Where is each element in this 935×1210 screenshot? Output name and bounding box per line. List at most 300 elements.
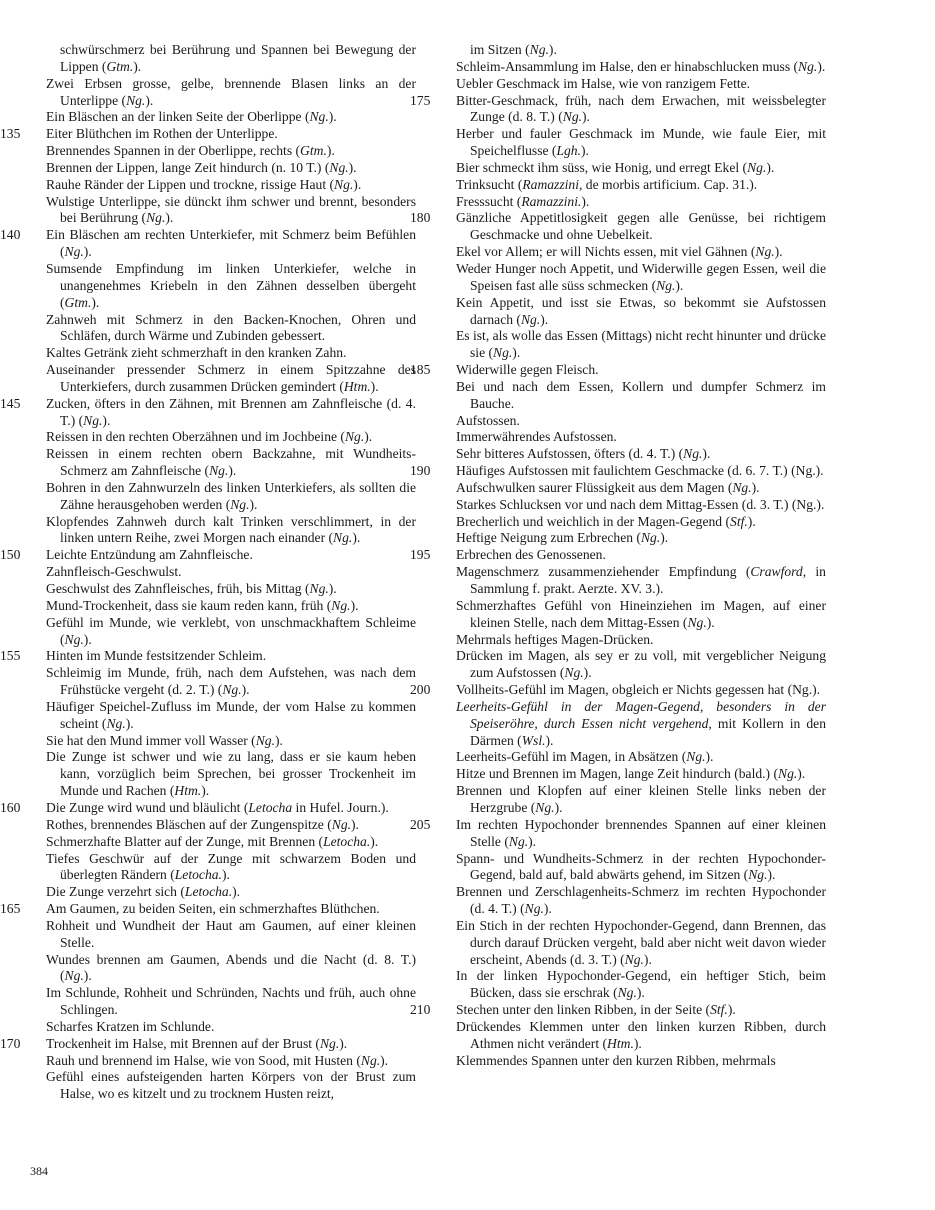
entry-text: ). <box>83 968 92 984</box>
entry-text-italic: Wsl. <box>521 732 546 748</box>
entry-text-italic: Letocha. <box>174 867 222 883</box>
entry-number: 150 <box>0 547 21 563</box>
entry-text: Rothes, brennendes Bläschen auf der Zungenspitze ( <box>46 816 332 832</box>
entry-text-italic: Ng. <box>255 732 275 748</box>
symptom-entry <box>30 480 416 514</box>
entry-number: 140 <box>0 227 21 243</box>
entry-text-italic: Htm. <box>174 783 202 799</box>
symptom-entry <box>30 952 416 986</box>
entry-text: Kaltes Getränk zieht schmerzhaft in den kranken Zahn. <box>46 345 347 361</box>
symptom-entry <box>30 564 416 581</box>
entry-text: ). <box>125 715 134 731</box>
entry-text: ). <box>91 294 100 310</box>
entry-text: Zucken, öfters in den Zähnen, mit Brennen am Zahnfleische (d. 4. T.) ( <box>46 395 416 428</box>
entry-text-italic: Ng. <box>564 665 584 681</box>
symptom-entry <box>440 126 826 160</box>
entry-text: Bei und nach dem Essen, Kollern und dumpfer Schmerz im Bauche. <box>456 378 826 411</box>
symptom-entry <box>30 749 416 800</box>
symptom-entry <box>410 92 826 127</box>
entry-text: Sumsende Empfindung im linken Unterkiefer, welche in unangenehmes Kriebeln in den Zähnen desselben übergeht ( <box>46 260 416 310</box>
symptom-entry <box>410 463 826 480</box>
entry-text: Scharfes Kratzen im Schlunde. <box>46 1018 215 1034</box>
entry-text-italic: Gtm. <box>64 294 92 310</box>
entry-text: Reissen in den rechten Oberzähnen und im Jochbeine ( <box>46 429 345 445</box>
entry-text: ). <box>352 530 361 546</box>
entry-text: Drückendes Klemmen unter den linken kurzen Ribben, durch Athmen nicht verändert ( <box>456 1018 826 1051</box>
entry-text: In der linken Hypochonder-Gegend, ein heftiger Stich, beim Bücken, dass sie erschrak ( <box>456 968 826 1001</box>
entry-text: ). <box>165 210 174 226</box>
entry-text-italic: Letocha <box>248 799 293 815</box>
entry-text: Ekel vor Allem; er will Nichts essen, mit viel Gähnen ( <box>456 244 756 260</box>
entry-number: 190 <box>410 463 431 479</box>
entry-text-italic: Crawford, <box>750 564 807 580</box>
entry-text: ). <box>348 159 357 175</box>
symptom-entry <box>30 985 416 1019</box>
entry-text: Spann- und Wundheits-Schmerz in der rechten Hypochonder-Gegend, bald auf, bald abwärts gehend, im Sitzen ( <box>456 850 826 883</box>
entry-text: ). <box>228 463 237 479</box>
entry-text: Schleim-Ansammlung im Halse, den er hinabschlucken muss ( <box>456 58 799 74</box>
entry-text: Wundes brennen am Gaumen, Abends und die Nacht (d. 8. T.) ( <box>46 951 416 984</box>
symptom-entry <box>30 42 416 76</box>
entry-text: ). <box>370 378 379 394</box>
entry-text-italic: Ng. <box>344 429 365 445</box>
entry-text-italic: Gtm. <box>106 58 134 74</box>
entry-text-italic: Ng. <box>524 901 544 917</box>
entry-text: ). <box>636 985 645 1001</box>
entry-text: Starkes Schlucksen vor und nach dem Mittag-Essen (d. 3. T.) (Ng.). <box>456 496 825 512</box>
symptom-entry <box>30 884 416 901</box>
entry-text: Gefühl eines aufsteigenden harten Körpers von der Brust zum Halse, wo es kitzelt und zu trocknem Husten reizt, <box>46 1069 416 1102</box>
entry-text: de morbis artificium. Cap. 31.). <box>582 176 758 192</box>
symptom-entry <box>440 514 826 531</box>
entry-text: Mund-Trockenheit, dass sie kaum reden kann, früh ( <box>46 597 332 613</box>
entry-text: ). <box>102 412 111 428</box>
entry-text: Klopfendes Zahnweh durch kalt Trinken verschlimmert, in der linken untern Reihe, zwei Morgen nach einander ( <box>46 513 416 546</box>
symptom-entry <box>440 497 826 514</box>
symptom-entry <box>30 76 416 110</box>
symptom-entry <box>410 362 826 379</box>
symptom-entry <box>440 968 826 1002</box>
symptom-entry <box>440 699 826 750</box>
entry-text: ). <box>675 277 684 293</box>
entry-text: Tiefes Geschwür auf der Zunge mit schwarzem Boden und überlegten Rändern ( <box>46 850 416 883</box>
entry-text: Brecherlich und weichlich in der Magen-Gegend ( <box>456 513 731 529</box>
entry-text: ). <box>528 833 537 849</box>
entry-text: ). <box>548 42 557 57</box>
symptom-entry <box>440 918 826 969</box>
entry-text-italic: Htm. <box>607 1035 634 1051</box>
entry-text: ). <box>581 143 589 159</box>
entry-text-italic: Ng. <box>798 58 818 74</box>
symptom-entry <box>440 480 826 497</box>
entry-text: ). <box>370 833 379 849</box>
entry-text: ). <box>774 244 783 260</box>
entry-text-italic: Lgh. <box>556 143 582 159</box>
entry-text: ). <box>583 665 592 681</box>
entry-text: ). <box>751 479 760 495</box>
entry-text: ). <box>581 193 590 209</box>
symptom-entry <box>30 261 416 312</box>
entry-text: ). <box>727 1002 736 1018</box>
entry-text: ). <box>328 581 337 596</box>
symptom-entry <box>440 446 826 463</box>
entry-text: ). <box>767 867 776 883</box>
left-column <box>0 42 416 1103</box>
entry-text: ). <box>364 429 373 445</box>
symptom-entry <box>30 514 416 548</box>
entry-text: Geschwulst des Zahnfleisches, früh, bis Mittag ( <box>46 581 310 596</box>
symptom-entry <box>410 682 826 699</box>
entry-text: Ein Stich in der rechten Hypochonder-Gegend, dann Brennen, das durch darauf Drücken vergeht, bald aber nicht weit davon wieder erscheint, Abends (d. 3. T.) ( <box>456 917 826 967</box>
symptom-entry <box>440 429 826 446</box>
entry-text: Stechen unter den linken Ribben, in der Seite ( <box>456 1002 711 1018</box>
entry-text: ). <box>241 682 250 698</box>
entry-text: , mit Kollern in den Därmen ( <box>470 715 826 748</box>
entry-text: ). <box>326 143 335 159</box>
symptom-entry <box>440 413 826 430</box>
entry-number: 205 <box>410 816 431 832</box>
entry-text-italic: Ng. <box>106 715 126 731</box>
entry-text-italic: Ng. <box>656 277 676 293</box>
right-column <box>410 42 826 1069</box>
entry-text-italic: Ng. <box>747 159 767 175</box>
symptom-entry <box>30 598 416 615</box>
entry-text-italic: Ng. <box>64 244 84 260</box>
entry-text-italic: Ng. <box>333 530 353 546</box>
entry-text-italic: Ng. <box>520 311 541 327</box>
entry-text: Häufiger Speichel-Zufluss im Munde, der vom Halse zu kommen scheint ( <box>46 698 416 731</box>
entry-text: ). <box>543 901 552 917</box>
entry-text: ). <box>380 1052 389 1068</box>
entry-text: Hitze und Brennen im Magen, lange Zeit hindurch (bald.) ( <box>456 766 778 782</box>
entry-text: Sie hat den Mund immer voll Wasser ( <box>46 732 256 748</box>
entry-text-italic: Ng. <box>640 530 661 546</box>
symptom-entry <box>440 177 826 194</box>
entry-text: Bitter-Geschmack, früh, nach dem Erwachen, mit weissbelegter Zunge (d. 8. T.) ( <box>456 92 826 125</box>
entry-text-italic: Ng. <box>83 412 103 428</box>
entry-text: ). <box>540 311 549 327</box>
symptom-entry <box>0 227 416 261</box>
entry-text: ). <box>145 92 154 108</box>
symptom-entry <box>30 345 416 362</box>
entry-number: 185 <box>410 362 431 378</box>
entry-text-italic: Ng. <box>617 985 637 1001</box>
symptom-entry <box>440 261 826 295</box>
entry-text-italic: Ng. <box>508 833 529 849</box>
entry-text: Brennen der Lippen, lange Zeit hindurch (n. 10 T.) ( <box>46 159 330 175</box>
symptom-entry <box>440 632 826 649</box>
entry-text: Brennen und Zerschlagenheits-Schmerz im rechten Hypochonder (d. 4. T.) ( <box>456 884 826 917</box>
entry-text: Die Zunge ist schwer und wie zu lang, dass er sie kaum heben kann, vorzüglich beim Sprechen, bei grosser Trockenheit im Munde und Rachen ( <box>46 749 416 799</box>
entry-number: 180 <box>410 210 431 226</box>
entry-text-italic: Ng. <box>529 42 549 57</box>
entry-number: 165 <box>0 901 21 917</box>
entry-text: ). <box>705 749 714 765</box>
entry-text-italic: Ng. <box>687 614 707 630</box>
entry-text: Zwei Erbsen grosse, gelbe, brennende Blasen links an der Unterlippe ( <box>46 75 416 108</box>
symptom-entry <box>30 362 416 396</box>
entry-text-italic: Ng. <box>126 92 146 108</box>
symptom-entry <box>30 194 416 228</box>
entry-text: Immerwährendes Aufstossen. <box>456 429 617 445</box>
entry-text: Kein Appetit, und isst sie Etwas, so bekommt sie Aufstossen darnach ( <box>456 294 826 327</box>
entry-text-italic: Ng. <box>732 479 752 495</box>
entry-text: ). <box>221 867 230 883</box>
entry-text-italic: Ng. <box>309 581 329 596</box>
entry-text: Aufstossen. <box>456 412 520 428</box>
entry-number: 160 <box>0 799 21 815</box>
entry-text: Aufschwulken saurer Flüssigkeit aus dem Magen ( <box>456 479 733 495</box>
symptom-entry <box>30 1019 416 1036</box>
entry-number: 135 <box>0 126 21 142</box>
entry-text-italic: Ramazzini. <box>521 193 582 209</box>
symptom-entry <box>0 799 416 817</box>
symptom-entry <box>440 851 826 885</box>
entry-number: 155 <box>0 648 21 664</box>
symptom-entry <box>440 783 826 817</box>
entry-text: Schmerzhaftes Gefühl von Hineinziehen im Magen, auf einer kleinen Stelle, nach dem Mittag-Essen ( <box>456 597 826 630</box>
symptom-entry <box>30 834 416 851</box>
entry-text: Im rechten Hypochonder brennendes Spannen auf einer kleinen Stelle ( <box>456 816 826 849</box>
entry-text-italic: Ng. <box>562 109 583 125</box>
symptom-entry <box>410 547 826 564</box>
symptom-entry <box>440 564 826 598</box>
symptom-entry <box>30 581 416 598</box>
entry-text: Reissen in einem rechten obern Backzahne, mit Wundheits-Schmerz am Zahnfleische ( <box>46 446 416 479</box>
entry-text: Trockenheit im Halse, mit Brennen auf der Brust ( <box>46 1035 320 1051</box>
entry-text-italic: Ng. <box>222 682 242 698</box>
entry-text-italic: Ng. <box>683 446 703 462</box>
entry-text-italic: Ng. <box>493 345 513 361</box>
entry-text: ). <box>232 884 241 900</box>
entry-text: Die Zunge wird wund und bläulicht ( <box>46 799 249 815</box>
entry-text: Vollheits-Gefühl im Magen, obgleich er Nichts gegessen hat (Ng.). <box>456 682 821 698</box>
entry-text: Ein Bläschen am rechten Unterkiefer, mit Schmerz beim Befühlen ( <box>46 227 416 260</box>
entry-text: Auseinander pressender Schmerz in einem Spitzzahne des Unterkiefers, durch zusammen Drücken gemindert ( <box>46 362 416 394</box>
symptom-entry <box>30 615 416 649</box>
entry-text: ). <box>747 513 756 529</box>
entry-text: ). <box>353 176 362 192</box>
entry-text-italic: Letocha. <box>184 884 233 900</box>
entry-text: ). <box>350 597 359 613</box>
entry-text: Widerwille gegen Fleisch. <box>456 362 599 378</box>
entry-text: Bohren in den Zahnwurzeln des linken Unterkiefers, als sollten die Zähne herausgehoben werden ( <box>46 479 416 512</box>
symptom-entry <box>30 918 416 952</box>
entry-text-italic: Ng. <box>329 159 349 175</box>
entry-text: ). <box>201 783 210 799</box>
entry-text: ). <box>817 58 826 74</box>
entry-text: Ein Bläschen an der linken Seite der Oberlippe ( <box>46 109 310 125</box>
entry-text: Erbrechen des Genossenen. <box>456 547 606 563</box>
symptom-entry <box>0 1035 416 1053</box>
entry-text-italic: Ng. <box>319 1035 340 1051</box>
entry-text-italic: Ng. <box>209 463 229 479</box>
symptom-entry <box>440 766 826 783</box>
entry-text: Fresssucht ( <box>456 193 522 209</box>
entry-text-italic: Htm. <box>343 378 371 394</box>
entry-text: ). <box>582 109 590 125</box>
entry-text-italic: Ramazzini, <box>522 176 583 192</box>
symptom-entry <box>440 1053 826 1070</box>
entry-text: ). <box>643 951 652 967</box>
entry-text: Die Zunge verzehrt sich ( <box>46 884 185 900</box>
symptom-entry <box>440 328 826 362</box>
symptom-entry <box>30 177 416 194</box>
symptom-entry <box>440 194 826 211</box>
entry-text: Leerheits-Gefühl im Magen, in Absätzen ( <box>456 749 687 765</box>
entry-text: Zahnfleisch-Geschwulst. <box>46 564 182 580</box>
entry-text: ). <box>83 244 92 260</box>
entry-text: ). <box>133 58 142 74</box>
entry-text-italic: Ng. <box>331 597 351 613</box>
entry-text: Rohheit und Wundheit der Haut am Gaumen, auf einer kleinen Stelle. <box>46 917 416 950</box>
entry-text: Weder Hunger noch Appetit, und Widerwille gegen Essen, weil die Speisen fast alle süss schmecken ( <box>456 260 826 293</box>
symptom-entry <box>0 901 416 918</box>
entry-text: Uebler Geschmack im Halse, wie von ranzigem Fette. <box>456 75 751 91</box>
entry-text-italic: Stf. <box>730 513 748 529</box>
symptom-entry <box>410 816 826 851</box>
entry-text: Häufiges Aufstossen mit faulichtem Geschmacke (d. 6. 7. T.) (Ng.). <box>456 463 824 479</box>
entry-text-italic: Leerheits-Gefühl in der Magen-Gegend, besonders in der Speiseröhre, durch Essen nicht vergehend <box>456 698 826 731</box>
entry-number: 210 <box>410 1002 431 1018</box>
entry-text: ). <box>660 530 669 546</box>
symptom-entry <box>440 648 826 682</box>
symptom-entry <box>410 1002 826 1019</box>
entry-text: Gefühl im Munde, wie verklebt, von unschmackhaftem Schleime ( <box>46 614 416 647</box>
symptom-entry <box>440 295 826 329</box>
entry-text-italic: Ng. <box>748 867 768 883</box>
entry-text: Bier schmeckt ihm süss, wie Honig, und erregt Ekel ( <box>456 159 748 175</box>
entry-number: 200 <box>410 682 431 698</box>
entry-text: ). <box>339 1035 348 1051</box>
entry-text: Magenschmerz zusammenziehender Empfindung ( <box>456 564 751 580</box>
entry-text-italic: Ng. <box>146 210 166 226</box>
entry-text: Schmerzhafte Blatter auf der Zunge, mit Brennen ( <box>46 833 324 849</box>
entry-number: 175 <box>410 92 431 108</box>
symptom-entry <box>410 210 826 244</box>
symptom-entry <box>0 395 416 430</box>
entry-text-italic: Ng. <box>360 1052 381 1068</box>
entry-text-italic: Ng. <box>64 968 84 984</box>
entry-text: Sehr bitteres Aufstossen, öfters (d. 4. T.) ( <box>456 446 684 462</box>
entry-text: Trinksucht ( <box>456 176 523 192</box>
entry-text: Rauhe Ränder der Lippen und trockne, rissige Haut ( <box>46 176 335 192</box>
symptom-entry <box>440 76 826 93</box>
symptom-entry <box>30 817 416 834</box>
symptom-entry <box>30 429 416 446</box>
entry-number: 145 <box>0 395 21 411</box>
entry-text: ). <box>633 1035 642 1051</box>
entry-text: im Sitzen ( <box>470 42 530 57</box>
entry-text: Leichte Entzündung am Zahnfleische. <box>46 547 253 563</box>
symptom-entry <box>30 733 416 750</box>
entry-text: Wulstige Unterlippe, sie dünckt ihm schwer und brennt, besonders bei Berührung ( <box>46 193 416 226</box>
entry-text: ). <box>351 816 359 832</box>
symptom-entry <box>440 244 826 261</box>
symptom-entry <box>30 1069 416 1103</box>
entry-text: in Hufel. Journ.). <box>292 799 389 815</box>
symptom-entry <box>30 1053 416 1070</box>
entry-text: in Sammlung f. prakt. Aerzte. XV. 3.). <box>470 564 826 596</box>
entry-text: ). <box>328 109 337 125</box>
entry-text-italic: Stf. <box>710 1002 728 1018</box>
entry-text-italic: Ng. <box>778 766 798 782</box>
entry-text: ). <box>766 159 775 175</box>
entry-text-italic: Ng. <box>331 816 352 832</box>
symptom-entry <box>440 42 826 59</box>
entry-text: Gänzliche Appetitlosigkeit gegen alle Genüsse, bei richtigem Geschmacke und ohne Uebelkeit. <box>456 210 826 243</box>
entry-text: ). <box>249 496 258 512</box>
page-number: 384 <box>30 1164 48 1178</box>
entry-text-italic: Ng. <box>64 631 84 647</box>
symptom-entry <box>0 126 416 143</box>
entry-text: Rauh und brennend im Halse, wie von Sood, mit Husten ( <box>46 1052 361 1068</box>
symptom-entry <box>0 648 416 665</box>
entry-text: ). <box>545 732 554 748</box>
entry-text: Heftige Neigung zum Erbrechen ( <box>456 530 641 546</box>
entry-text-italic: Ng. <box>624 951 644 967</box>
entry-text-italic: Letocha. <box>323 833 371 849</box>
symptom-entry <box>30 446 416 480</box>
entry-text: ). <box>512 345 521 361</box>
entry-text: Schleimig im Munde, früh, nach dem Aufstehen, was nach dem Frühstücke vergeht (d. 2. T.) ( <box>46 665 416 698</box>
entry-number: 170 <box>0 1035 21 1051</box>
symptom-entry <box>440 884 826 918</box>
symptom-entry <box>30 665 416 699</box>
entry-text: ). <box>83 631 92 647</box>
entry-text: Brennen und Klopfen auf einer kleinen Stelle links neben der Herzgrube ( <box>456 783 826 815</box>
entry-text-italic: Ng. <box>334 176 354 192</box>
entry-text: Am Gaumen, zu beiden Seiten, ein schmerzhaftes Blüthchen. <box>46 901 380 917</box>
entry-text: ). <box>706 614 715 630</box>
entry-text: Klemmendes Spannen unter den kurzen Ribben, mehrmals <box>456 1052 776 1068</box>
entry-text: schwürschmerz bei Berührung und Spannen bei Bewegung der Lippen ( <box>60 42 416 74</box>
entry-text-italic: Ng. <box>230 496 250 512</box>
entry-text: Mehrmals heftiges Magen-Drücken. <box>456 631 654 647</box>
entry-text: Es ist, als wolle das Essen (Mittags) nicht recht hinunter und drücke sie ( <box>456 328 826 361</box>
entry-text: ). <box>702 446 711 462</box>
symptom-entry <box>440 749 826 766</box>
entry-text: Herber und fauler Geschmack im Munde, wie faule Eier, mit Speichelflusse ( <box>456 126 826 159</box>
entry-text-italic: Ng. <box>755 244 775 260</box>
entry-text: Im Schlunde, Rohheit und Schründen, Nachts und früh, auch ohne Schlingen. <box>46 985 416 1018</box>
symptom-entry <box>440 1019 826 1053</box>
entry-text-italic: Ng. <box>309 109 329 125</box>
entry-text: Zahnweh mit Schmerz in den Backen-Knochen, Ohren und Schläfen, durch Wärme und Zubinden gebessert. <box>46 311 416 344</box>
symptom-entry <box>440 598 826 632</box>
entry-text: ). <box>797 766 806 782</box>
entry-text-italic: Ng. <box>686 749 706 765</box>
entry-text: ). <box>274 732 283 748</box>
symptom-entry <box>30 143 416 160</box>
symptom-entry <box>30 109 416 126</box>
entry-text-italic: Gtm. <box>300 143 327 159</box>
symptom-entry <box>0 547 416 564</box>
entry-text: Drücken im Magen, als sey er zu voll, mit vergeblicher Neigung zum Aufstossen ( <box>456 648 826 681</box>
entry-text-italic: Ng. <box>535 799 555 815</box>
symptom-entry <box>30 699 416 733</box>
symptom-entry <box>440 59 826 76</box>
entry-text: Brennendes Spannen in der Oberlippe, rechts ( <box>46 143 301 159</box>
symptom-entry <box>440 379 826 413</box>
symptom-entry <box>440 530 826 547</box>
entry-number: 195 <box>410 547 431 563</box>
entry-text: ). <box>554 799 563 815</box>
entry-text: Eiter Blüthchen im Rothen der Unterlippe. <box>46 126 278 142</box>
entry-text: Hinten im Munde festsitzender Schleim. <box>46 648 267 664</box>
symptom-entry <box>440 160 826 177</box>
symptom-entry <box>30 312 416 346</box>
